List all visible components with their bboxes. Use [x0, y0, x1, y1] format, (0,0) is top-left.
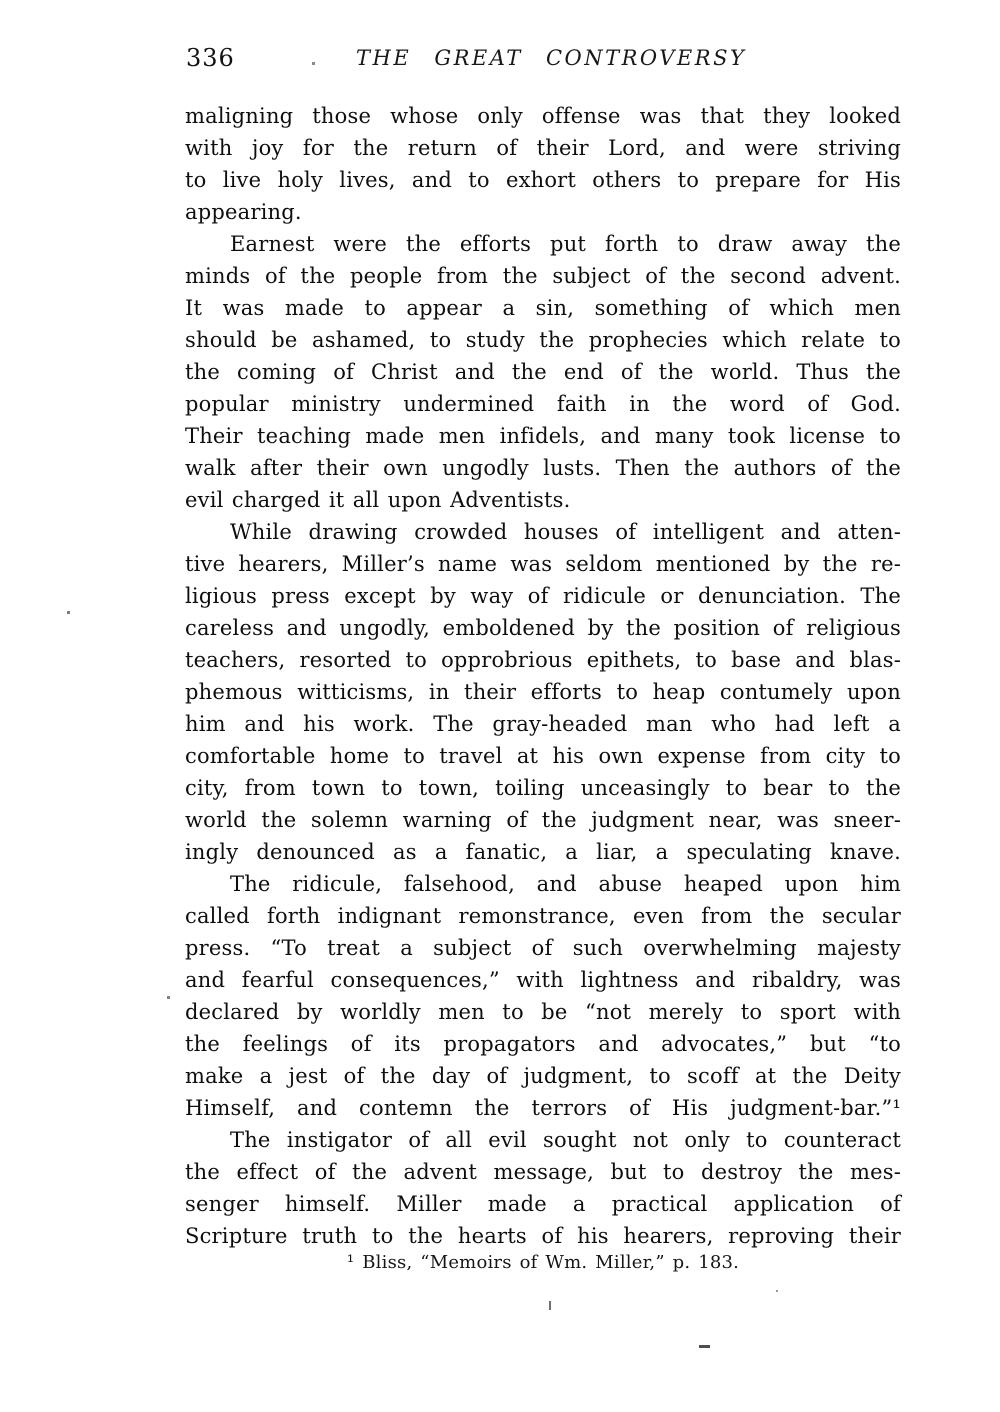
text-line: walk after their own ungodly lusts. Then the authors of the	[185, 456, 901, 480]
text-line: careless and ungodly, emboldened by the position of religious	[185, 616, 901, 640]
text-line: It was made to appear a sin, something of which men	[185, 296, 901, 320]
text-line: minds of the people from the subject of the second advent.	[185, 264, 901, 288]
text-line: the effect of the advent message, but to destroy the mes-	[185, 1160, 901, 1184]
text-line: Earnest were the efforts put forth to draw away the	[230, 232, 901, 256]
text-line: comfortable home to travel at his own expense from city to	[185, 744, 901, 768]
text-line: the coming of Christ and the end of the world. Thus the	[185, 360, 901, 384]
text-line: tive hearers, Miller’s name was seldom mentioned by the re-	[185, 552, 901, 576]
scan-speck	[312, 62, 315, 65]
text-line: him and his work. The gray-headed man who had left a	[185, 712, 901, 736]
text-line: should be ashamed, to study the prophecies which relate to	[185, 328, 901, 352]
text-line: The instigator of all evil sought not only to counteract	[230, 1128, 901, 1152]
text-line: While drawing crowded houses of intelligent and atten-	[230, 520, 901, 544]
text-line: popular ministry undermined faith in the word of God.	[185, 392, 901, 416]
footnote: ¹ Bliss, “Memoirs of Wm. Miller,” p. 183.	[346, 1252, 740, 1273]
text-line: make a jest of the day of judgment, to scoff at the Deity	[185, 1064, 901, 1088]
scan-speck	[67, 611, 70, 614]
text-line: called forth indignant remonstrance, even from the secular	[185, 904, 901, 928]
page-number: 336	[186, 44, 235, 72]
scan-speck	[167, 996, 170, 999]
text-line: with joy for the return of their Lord, and were striving	[185, 136, 901, 160]
text-line: teachers, resorted to opprobrious epithets, to base and blas-	[185, 648, 901, 672]
text-line: city, from town to town, toiling unceasingly to bear to the	[185, 776, 901, 800]
text-line: Their teaching made men infidels, and many took license to	[185, 424, 901, 448]
text-line: ligious press except by way of ridicule or denunciation. The	[185, 584, 901, 608]
text-line: Scripture truth to the hearts of his hearers, reproving their	[185, 1224, 901, 1248]
text-line: evil charged it all upon Adventists.	[185, 488, 571, 512]
text-line: ingly denounced as a fanatic, a liar, a speculating knave.	[185, 840, 901, 864]
running-title: THE GREAT CONTROVERSY	[356, 46, 747, 70]
scan-speck	[549, 1301, 551, 1310]
scan-speck	[699, 1345, 710, 1348]
text-line: press. “To treat a subject of such overwhelming majesty	[185, 936, 901, 960]
text-line: The ridicule, falsehood, and abuse heaped upon him	[230, 872, 901, 896]
text-line: and fearful consequences,” with lightness and ribaldry, was	[185, 968, 901, 992]
text-line: appearing.	[185, 200, 302, 224]
text-line: the feelings of its propagators and advocates,” but “to	[185, 1032, 901, 1056]
text-line: Himself, and contemn the terrors of His judgment-bar.”¹	[185, 1096, 901, 1120]
text-line: to live holy lives, and to exhort others to prepare for His	[185, 168, 901, 192]
text-line: world the solemn warning of the judgment near, was sneer-	[185, 808, 901, 832]
scan-speck	[776, 1290, 778, 1292]
text-line: senger himself. Miller made a practical application of	[185, 1192, 901, 1216]
body-text	[185, 100, 901, 1252]
text-line: phemous witticisms, in their efforts to heap contumely upon	[185, 680, 901, 704]
text-line: declared by worldly men to be “not merely to sport with	[185, 1000, 901, 1024]
text-line: maligning those whose only offense was that they looked	[185, 104, 901, 128]
